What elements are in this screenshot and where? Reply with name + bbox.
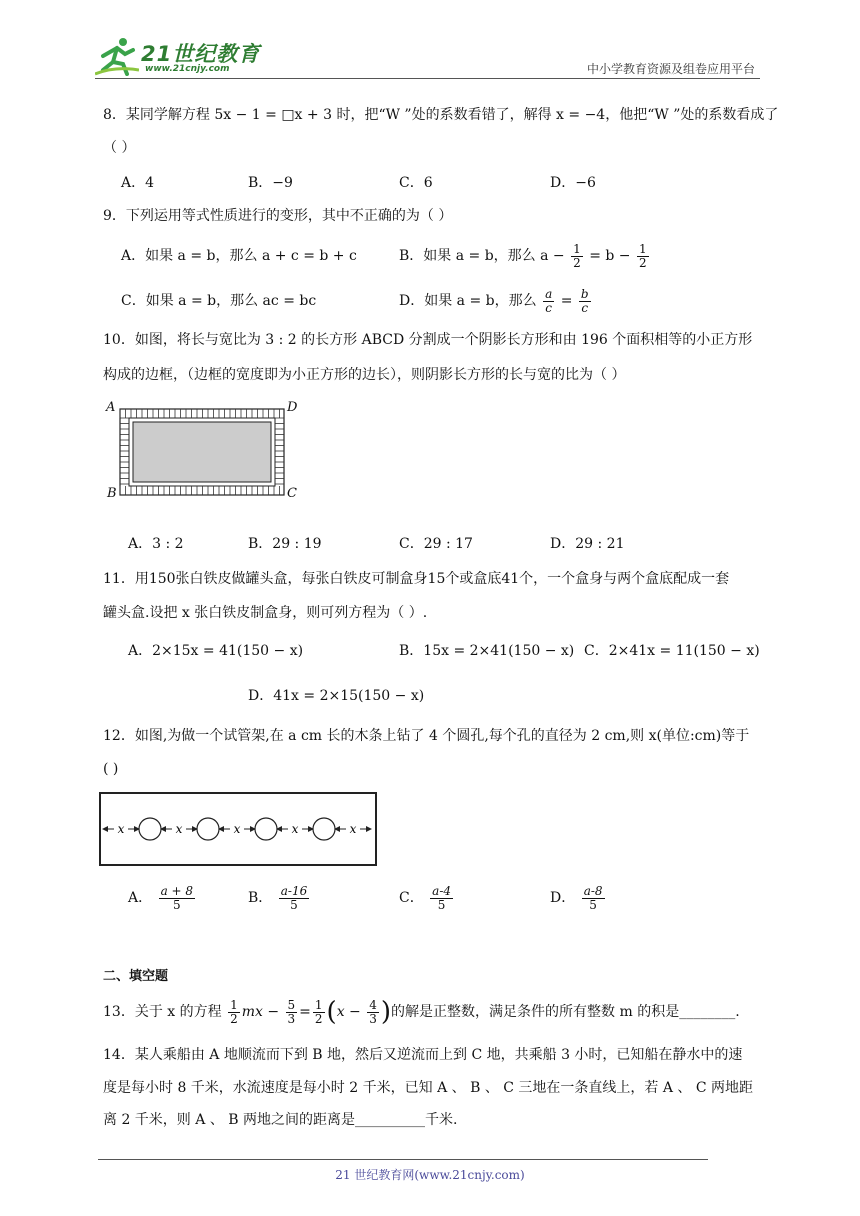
q10-figure: [104, 400, 304, 504]
q13-fraction-4: $\frac{4}{3}$: [369, 997, 377, 1026]
q9-option-b[interactable]: [399, 238, 651, 274]
rack-hole: [197, 818, 219, 840]
q14-line-3: 离 2 千米，则 A 、 B 两地之间的距离是__________千米.: [103, 1112, 458, 1128]
q8-text: 8．某同学解方程 5x − 1 = □x + 3 时，把“W ”处的系数看错了，解得 x = −4，他把“W ”处的系数看成了: [103, 107, 779, 123]
q13-paren-open: (: [326, 997, 337, 1027]
q9-option-d-mid: =: [560, 293, 573, 309]
header-rule: [95, 78, 760, 79]
q13-fraction-2: $\frac{5}{3}$: [287, 997, 296, 1026]
q9-fraction-a-over-c: $\frac{a}{c}$: [545, 286, 553, 315]
q9-option-a[interactable]: A．如果 a = b，那么 a + c = b + c: [121, 248, 357, 264]
q8-option-d[interactable]: D．−6: [550, 175, 596, 191]
question-13: [103, 994, 740, 1030]
q12-option-b-label: B．: [248, 890, 273, 906]
q12-option-b-fraction: $\frac{a-16}{5}$: [280, 883, 308, 912]
q13-paren-close: ): [380, 997, 392, 1027]
footer-rule: [98, 1159, 708, 1160]
section-title-fill-in: 二、填空题: [103, 969, 169, 984]
q10-line-1: 10．如图，将长与宽比为 3 : 2 的长方形 ABCD 分割成一个阴影长方形和由 196 个面积相等的小正方形: [103, 332, 753, 348]
q12-option-a-label: A．: [128, 890, 153, 906]
footer-text: 21 世纪教育网(www.21cnjy.com): [335, 1168, 525, 1182]
q11-line-2: 罐头盒.设把 x 张白铁皮制盒身，则可列方程为（ ）.: [103, 605, 428, 621]
q10-label-d: D: [287, 400, 298, 415]
q12-option-d[interactable]: [550, 878, 607, 918]
q14-line-1: 14．某人乘船由 A 地顺流而下到 B 地，然后又逆流而上到 C 地，共乘船 3 小时，已知船在静水中的速: [103, 1047, 743, 1063]
q12-option-a[interactable]: [128, 878, 197, 918]
q12-option-b[interactable]: [248, 878, 311, 918]
q12-figure: [99, 792, 377, 866]
q9-fraction-half-2: $\frac{1}{2}$: [638, 241, 647, 270]
q9-option-d[interactable]: [399, 283, 593, 319]
q12-option-a-fraction: $\frac{a + 8}{5}$: [160, 883, 194, 912]
q13-x-minus: x −: [336, 1004, 361, 1020]
q9-fraction-half-1: $\frac{1}{2}$: [573, 241, 581, 270]
q11-option-d[interactable]: D．41x = 2×15(150 − x): [248, 688, 425, 704]
q14-line-2: 度是每小时 8 千米，水流速度是每小时 2 千米，已知 A 、 B 、 C 三地在一条直线上，若 A 、 C 两地距: [103, 1080, 754, 1096]
q10-option-c[interactable]: C．29 : 17: [399, 536, 473, 552]
q8-option-a[interactable]: A．4: [121, 175, 155, 191]
q12-option-d-label: D．: [550, 890, 576, 906]
q12-test-tube-rack-figure: [101, 794, 375, 864]
rack-gap-x-label: x: [291, 822, 299, 836]
q12-line-1: 12．如图,为做一个试管架,在 a cm 长的木条上钻了 4 个圆孔,每个孔的直径为 2 cm,则 x(单位:cm)等于: [103, 728, 750, 744]
q9-option-b-pre: B．如果 a = b，那么 a −: [399, 248, 565, 264]
q13-mx: mx −: [241, 1004, 280, 1020]
rack-gap-x-label: x: [175, 822, 183, 836]
rack-hole: [139, 818, 161, 840]
rack-gap-x-label: x: [117, 822, 125, 836]
q13-tail: 的解是正整数，满足条件的所有整数 m 的积是________.: [391, 1004, 740, 1020]
rack-gap-x-label: x: [349, 822, 357, 836]
q12-paren: ( ): [103, 761, 119, 777]
q11-option-c[interactable]: C．2×41x = 11(150 − x): [584, 643, 760, 659]
q10-option-b[interactable]: B．29 : 19: [248, 536, 322, 552]
q8-option-c[interactable]: C．6: [399, 175, 433, 191]
logo-text: 21世纪教育: [141, 42, 261, 66]
q8-option-b[interactable]: B．−9: [248, 175, 293, 191]
q10-rectangle-figure: [119, 408, 285, 496]
q10-option-a[interactable]: A．3 : 2: [128, 536, 184, 552]
q13-fraction-1: $\frac{1}{2}$: [230, 997, 238, 1026]
q13-fraction-3: $\frac{1}{2}$: [314, 997, 323, 1026]
logo-runner-icon: [95, 36, 139, 76]
rack-hole: [313, 818, 335, 840]
q12-option-d-fraction: $\frac{a-8}{5}$: [583, 883, 603, 912]
platform-name: 中小学教育资源及组卷应用平台: [586, 62, 755, 76]
page-header: [95, 36, 760, 78]
q12-option-c-fraction: $\frac{a-4}{5}$: [432, 883, 452, 912]
q11-option-b[interactable]: B．15x = 2×41(150 − x): [399, 643, 575, 659]
q10-label-c: C: [287, 486, 297, 501]
q13-prefix: 13．关于 x 的方程: [103, 1004, 222, 1020]
q10-line-2: 构成的边框，（边框的宽度即为小正方形的边长），则阴影长方形的长与宽的比为（ ）: [103, 367, 626, 383]
q10-label-a: A: [106, 400, 116, 415]
q10-label-b: B: [107, 486, 117, 501]
q9-option-b-mid: = b −: [589, 248, 631, 264]
q9-text: 9．下列运用等式性质进行的变形，其中不正确的为（ ）: [103, 208, 453, 224]
rack-gap-x-label: x: [233, 822, 241, 836]
q12-option-c[interactable]: [399, 878, 455, 918]
q11-option-a[interactable]: A．2×15x = 41(150 − x): [128, 643, 304, 659]
logo-url: www.21cnjy.com: [145, 64, 230, 74]
q12-option-c-label: C．: [399, 890, 424, 906]
q13-equals: =: [299, 1004, 311, 1020]
q8-paren: （ ）: [103, 140, 136, 156]
q9-option-d-pre: D．如果 a = b，那么: [399, 293, 537, 309]
q9-option-c[interactable]: C．如果 a = b，那么 ac = bc: [121, 293, 317, 309]
q9-fraction-b-over-c: $\frac{b}{c}$: [580, 286, 589, 315]
rack-hole: [255, 818, 277, 840]
q10-option-d[interactable]: D．29 : 21: [550, 536, 625, 552]
q11-line-1: 11．用150张白铁皮做罐头盒，每张白铁皮可制盒身15个或盒底41个，一个盒身与两个盒底配成一套: [103, 571, 730, 587]
